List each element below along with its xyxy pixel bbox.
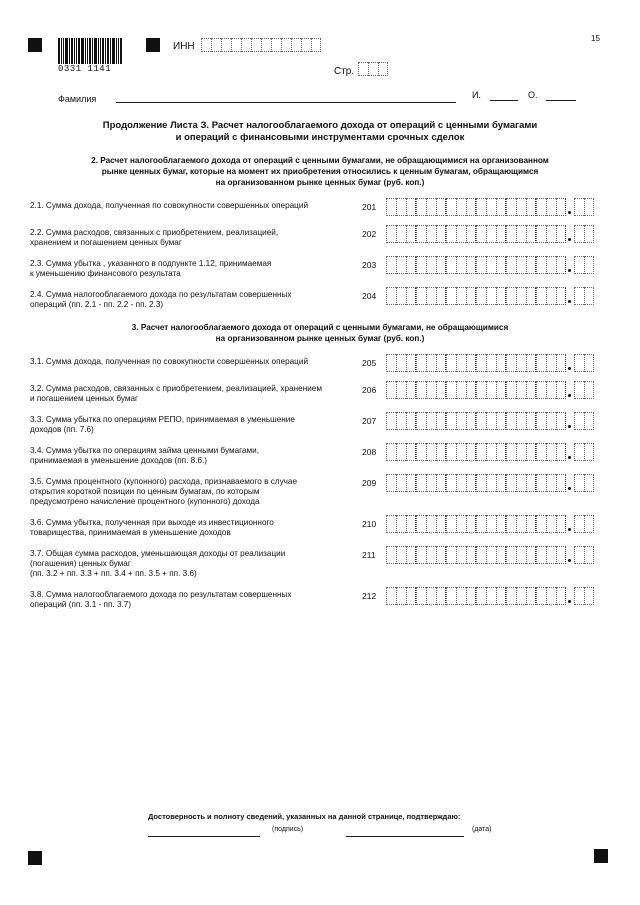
decimal-point (568, 528, 571, 531)
date-label: (дата) (472, 826, 492, 833)
amount-rubles-field[interactable] (386, 546, 566, 564)
line-code: 204 (362, 291, 377, 301)
barcode-bar (69, 38, 70, 64)
page-title-line-1: Продолжение Листа З. Расчет налогооблагаемого дохода от операций с ценными бумагами (102, 120, 538, 131)
line-label-text: 2.4. Сумма налогооблагаемого дохода по результатам совершенных (30, 290, 292, 299)
line-code: 208 (362, 447, 377, 457)
decimal-point (568, 367, 571, 370)
amount-kopecks-field[interactable] (574, 354, 594, 372)
initial-o-field[interactable] (546, 100, 576, 101)
section-3-heading (50, 322, 590, 344)
barcode-bar (118, 38, 119, 64)
registration-marker-top-left (28, 38, 42, 52)
page-title (60, 120, 580, 144)
barcode-bar (78, 38, 80, 64)
decimal-point (568, 394, 571, 397)
barcode-bar (61, 38, 62, 64)
barcode-bar (116, 38, 117, 64)
line-label-text: к уменьшению финансового результата (30, 269, 181, 278)
amount-kopecks-field[interactable] (574, 198, 594, 216)
amount-rubles-field[interactable] (386, 225, 566, 243)
line-label-text: 2.3. Сумма убытка , указанного в подпункте 1.12, принимаемая (30, 259, 272, 268)
barcode-bar (63, 38, 64, 64)
line-label-text: 3.7. Общая сумма расходов, уменьшающая доходы от реализации (30, 549, 286, 558)
barcode-bar (102, 38, 104, 64)
line-label (30, 477, 355, 507)
line-label (30, 259, 355, 279)
line-label (30, 415, 355, 435)
amount-kopecks-field[interactable] (574, 381, 594, 399)
line-label (30, 228, 355, 248)
line-label-text: хранением и погашением ценных бумаг (30, 238, 182, 247)
page-number: 15 (591, 34, 600, 43)
amount-rubles-field[interactable] (386, 381, 566, 399)
barcode-bar (107, 38, 109, 64)
line-label-text: (пп. 3.2 + пп. 3.3 + пп. 3.4 + пп. 3.5 + пп. 3.6) (30, 569, 197, 578)
decimal-point (568, 300, 571, 303)
amount-kopecks-field[interactable] (574, 587, 594, 605)
barcode-bar (120, 38, 122, 64)
line-label-text: принимаемая в уменьшение доходов (пп. 8.6.) (30, 456, 208, 465)
amount-rubles-field[interactable] (386, 198, 566, 216)
line-label (30, 590, 355, 610)
line-code: 212 (362, 591, 377, 601)
surname-field[interactable] (116, 102, 456, 103)
amount-rubles-field[interactable] (386, 443, 566, 461)
registration-marker-bottom-right (594, 849, 608, 863)
barcode-bar (81, 38, 84, 64)
barcode-bar (100, 38, 101, 64)
amount-kopecks-field[interactable] (574, 546, 594, 564)
amount-kopecks-field[interactable] (574, 287, 594, 305)
line-label-text: 3.5. Сумма процентного (купонного) расхода, признаваемого в случае (30, 477, 298, 486)
line-label (30, 446, 355, 466)
inn-label: ИНН (173, 41, 195, 52)
barcode-bar (94, 38, 97, 64)
barcode-bar (74, 38, 75, 64)
barcode-bar (71, 38, 73, 64)
barcode-bar (65, 38, 68, 64)
barcode-bar (110, 38, 111, 64)
line-label-text: операций (пп. 3.1 - пп. 3.7) (30, 600, 132, 609)
barcode-bar (58, 38, 60, 64)
section-3-heading-line-2: на организованном рынке ценных бумаг (руб. коп.) (215, 334, 425, 343)
line-code: 210 (362, 519, 377, 529)
barcode-bar (98, 38, 99, 64)
decimal-point (568, 456, 571, 459)
line-label (30, 549, 355, 579)
line-label-text: операций (пп. 2.1 - пп. 2.2 - пп. 2.3) (30, 300, 164, 309)
line-label-text: предусмотрено начисление процентного (купонного) дохода (30, 497, 260, 506)
decimal-point (568, 559, 571, 562)
inn-field[interactable] (201, 38, 321, 52)
decimal-point (568, 487, 571, 490)
line-label-text: открытия короткой позиции по ценным бумагам, по которым (30, 487, 260, 496)
decimal-point (568, 211, 571, 214)
initial-i-label: И. (472, 90, 481, 100)
amount-rubles-field[interactable] (386, 287, 566, 305)
registration-marker-bottom-left (28, 851, 42, 865)
decimal-point (568, 238, 571, 241)
amount-rubles-field[interactable] (386, 412, 566, 430)
amount-kopecks-field[interactable] (574, 256, 594, 274)
line-label-text: 2.1. Сумма дохода, полученная по совокупности совершенных операций (30, 201, 309, 210)
barcode-bar (87, 38, 88, 64)
barcode-bar (85, 38, 86, 64)
line-label-text: 2.2. Сумма расходов, связанных с приобретением, реализацией, (30, 228, 279, 237)
line-code: 201 (362, 202, 377, 212)
line-code: 202 (362, 229, 377, 239)
barcode-bar (76, 38, 77, 64)
page-label: Стр. (334, 66, 355, 77)
line-label-text: (погашения) ценных бумаг (30, 559, 131, 568)
surname-label: Фамилия (58, 94, 97, 104)
line-label-text: 3.2. Сумма расходов, связанных с приобретением, реализацией, хранением (30, 384, 322, 393)
signature-label: (подпись) (272, 826, 304, 833)
amount-kopecks-field[interactable] (574, 515, 594, 533)
barcode-bar (112, 38, 115, 64)
line-label (30, 384, 355, 404)
line-label (30, 518, 355, 538)
registration-marker-top-center (146, 38, 160, 52)
page-field[interactable] (358, 62, 388, 76)
barcode-bar (92, 38, 93, 64)
amount-kopecks-field[interactable] (574, 412, 594, 430)
line-label (30, 201, 355, 211)
line-label-text: 3.8. Сумма налогооблагаемого дохода по результатам совершенных (30, 590, 292, 599)
initial-o-label: О. (528, 90, 538, 100)
line-label (30, 290, 355, 310)
section-2-heading (50, 155, 590, 188)
line-code: 207 (362, 416, 377, 426)
line-label-text: 3.1. Сумма дохода, полученная по совокупности совершенных операций (30, 357, 309, 366)
line-code: 209 (362, 478, 377, 488)
line-label-text: и погашением ценных бумаг (30, 394, 138, 403)
section-2-heading-line-1: 2. Расчет налогооблагаемого дохода от операций с ценными бумагами, не обращающимися на организованном (91, 156, 549, 165)
amount-rubles-field[interactable] (386, 587, 566, 605)
decimal-point (568, 425, 571, 428)
line-label (30, 357, 355, 367)
amount-rubles-field[interactable] (386, 515, 566, 533)
decimal-point (568, 269, 571, 272)
barcode-bar (105, 38, 106, 64)
section-2-heading-line-3: на организованном рынке ценных бумаг (руб. коп.) (215, 178, 425, 187)
section-3-heading-line-1: 3. Расчет налогооблагаемого дохода от операций с ценными бумагами, не обращающимися (131, 323, 509, 332)
line-code: 203 (362, 260, 377, 270)
line-label-text: товарищества, принимаемая в уменьшение доходов (30, 528, 231, 537)
barcode-bars (58, 38, 128, 64)
amount-rubles-field[interactable] (386, 256, 566, 274)
amount-kopecks-field[interactable] (574, 474, 594, 492)
date-field[interactable] (346, 836, 464, 837)
initial-i-field[interactable] (490, 100, 518, 101)
line-code: 211 (362, 550, 376, 560)
line-label-text: 3.3. Сумма убытка по операциям РЕПО, принимаемая в уменьшение (30, 415, 295, 424)
amount-rubles-field[interactable] (386, 354, 566, 372)
barcode-bar (89, 38, 91, 64)
section-2-heading-line-2: рынке ценных бумаг, которые на момент их приобретения относились к ценным бумагам, обращающимся (101, 167, 539, 176)
barcode (58, 38, 128, 72)
line-code: 205 (362, 358, 377, 368)
amount-rubles-field[interactable] (386, 474, 566, 492)
confirmation-text: Достоверность и полноту сведений, указанных на данной странице, подтверждаю: (148, 812, 461, 821)
decimal-point (568, 600, 571, 603)
line-label-text: 3.4. Сумма убытка по операциям займа ценными бумагами, (30, 446, 259, 455)
line-label-text: 3.6. Сумма убытка, полученная при выходе из инвестиционного (30, 518, 274, 527)
line-code: 206 (362, 385, 377, 395)
page-title-line-2: и операций с финансовыми инструментами срочных сделок (175, 132, 465, 143)
amount-kopecks-field[interactable] (574, 225, 594, 243)
barcode-number: 0331 1141 (58, 64, 112, 74)
amount-kopecks-field[interactable] (574, 443, 594, 461)
line-label-text: доходов (пп. 7.6) (30, 425, 94, 434)
signature-field[interactable] (148, 836, 260, 837)
